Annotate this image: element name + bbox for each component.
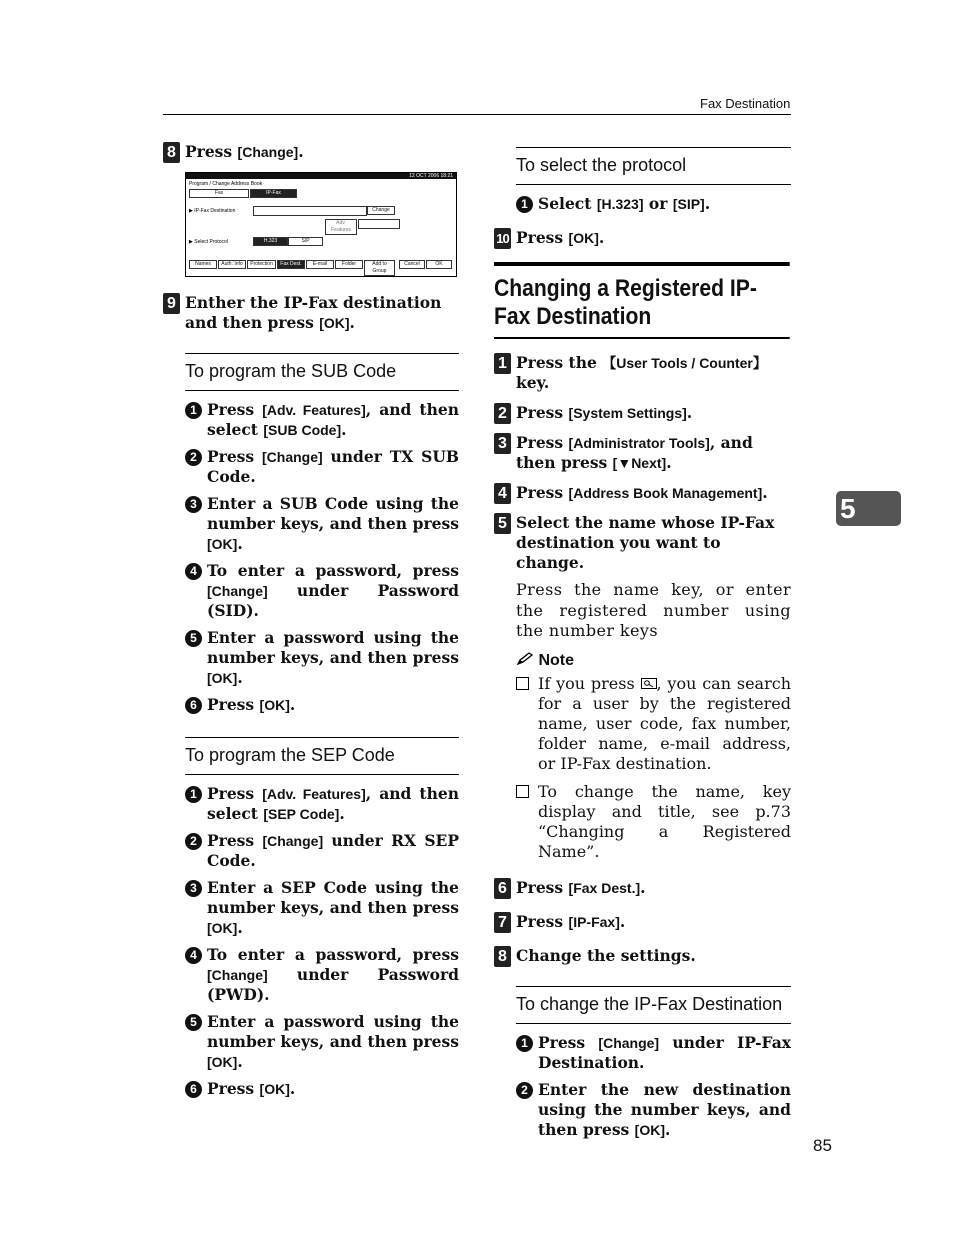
header-rule — [163, 114, 791, 115]
screen-label-protocol: ▶ Select Protocol — [189, 239, 228, 245]
pencil-icon — [516, 652, 538, 669]
item-number: 5 — [185, 1014, 202, 1031]
item-number: 3 — [185, 880, 202, 897]
sub-code-item-3: 3 Enter a SUB Code using the number keys, and then press [OK]. — [185, 494, 459, 554]
note-item-2: To change the name, key display and title, see p.73 “Changing a Registered Name”. — [516, 782, 791, 862]
running-header: Fax Destination — [700, 96, 791, 111]
step-number: 6 — [494, 878, 511, 899]
step-number: 8 — [494, 946, 511, 967]
screen-tab-fax[interactable]: Fax — [189, 189, 249, 198]
key-ok: [OK] — [319, 315, 350, 331]
item-number: 2 — [185, 833, 202, 850]
step-r1: 1 Press the 【User Tools / Counter】 key. — [494, 353, 791, 393]
item-number: 4 — [185, 947, 202, 964]
sub-code-item-5: 5 Enter a password using the number keys, and then press [OK]. — [185, 628, 459, 688]
step-number: 8 — [163, 142, 180, 163]
step-r2: 2 Press [System Settings]. — [494, 403, 791, 423]
control-panel-screen — [185, 172, 457, 277]
screen-tab-ipfax[interactable]: IP-Fax — [250, 189, 297, 198]
right-column — [494, 142, 791, 1147]
item-number: 6 — [185, 697, 202, 714]
screen-tab-faxdest[interactable]: Fax Dest. — [277, 260, 305, 269]
protocol-heading: To select the protocol — [516, 148, 791, 185]
screen-status-bar: 12 OCT 2006 18:21 — [186, 173, 456, 179]
change-destination-box — [516, 986, 791, 1140]
item-number: 5 — [185, 630, 202, 647]
screen-sip-button[interactable]: SIP — [288, 237, 323, 246]
step-number: 9 — [163, 293, 180, 314]
change-destination-item-2: 2 Enter the new destination using the number keys, and then press [OK]. — [516, 1080, 791, 1140]
sep-code-item-3: 3 Enter a SEP Code using the number keys, and then press [OK]. — [185, 878, 459, 938]
checkbox-bullet — [516, 785, 529, 798]
item-number: 1 — [185, 402, 202, 419]
step-r7: 7 Press [IP-Fax]. — [494, 912, 791, 932]
section-title: Changing a Registered IP-Fax Destination — [494, 262, 789, 339]
step-r4: 4 Press [Address Book Management]. — [494, 483, 791, 503]
sep-code-box — [185, 737, 459, 1099]
item-number: 1 — [516, 1035, 533, 1052]
step-number: 1 — [494, 353, 511, 374]
sep-code-item-1: 1 Press [Adv. Features], and then select [SEP Code]. — [185, 784, 459, 824]
screen-adv-field[interactable] — [358, 219, 400, 229]
sep-code-heading: To program the SEP Code — [185, 738, 459, 775]
screen-destination-field[interactable] — [253, 206, 367, 216]
key-change: [Change] — [237, 144, 299, 160]
protocol-item-1: 1 Select [H.323] or [SIP]. — [516, 194, 791, 214]
item-number: 6 — [185, 1081, 202, 1098]
screen-label-destination: ▶ IP-Fax Destination — [189, 208, 236, 214]
change-destination-item-1: 1 Press [Change] under IP-Fax Destination. — [516, 1033, 791, 1073]
protocol-box — [516, 147, 791, 214]
sub-code-item-1: 1 Press [Adv. Features], and then select [SUB Code]. — [185, 400, 459, 440]
note-item-1: If you press , you can search for a user by the registered name, user code, fax number, folder name, e-mail address, or IP-Fax destination. — [516, 674, 791, 774]
page-number: 85 — [813, 1136, 832, 1155]
screen-tab-names[interactable]: Names — [189, 260, 217, 269]
step-r5: 5 Select the name whose IP-Fax destination you want to change. — [494, 513, 791, 573]
screen-h323-button[interactable]: H.323 — [253, 237, 288, 246]
note-heading: Note — [516, 652, 791, 670]
change-destination-heading: To change the IP-Fax Destination — [516, 987, 791, 1024]
sep-code-item-4: 4 To enter a password, press [Change] under Password (PWD). — [185, 945, 459, 1005]
item-number: 3 — [185, 496, 202, 513]
step-number: 4 — [494, 483, 511, 504]
sep-code-item-2: 2 Press [Change] under RX SEP Code. — [185, 831, 459, 871]
step-8: 8 Press [Change]. — [163, 142, 459, 162]
screen-tab-protection[interactable]: Protection — [247, 260, 276, 269]
sub-code-box — [185, 353, 459, 715]
item-number: 2 — [185, 449, 202, 466]
item-number: 1 — [185, 786, 202, 803]
step-number: 10 — [494, 228, 511, 249]
item-number: 1 — [516, 196, 533, 213]
step-number: 2 — [494, 403, 511, 424]
step-number: 3 — [494, 433, 511, 454]
screen-tab-folder[interactable]: Folder — [335, 260, 363, 269]
left-column — [163, 142, 459, 1106]
step-9: 9 Enther the IP-Fax destination and then press [OK]. — [163, 293, 459, 333]
sub-code-heading: To program the SUB Code — [185, 354, 459, 391]
screen-tab-addgroup[interactable]: Add to Group — [364, 260, 395, 276]
sep-code-item-6: 6 Press [OK]. — [185, 1079, 459, 1099]
item-number: 4 — [185, 563, 202, 580]
sub-code-item-6: 6 Press [OK]. — [185, 695, 459, 715]
step-number: 5 — [494, 513, 511, 534]
screen-change-button[interactable]: Change — [367, 206, 395, 215]
step-5-description: Press the name key, or enter the registered number using the number keys — [516, 580, 791, 640]
step-r6: 6 Press [Fax Dest.]. — [494, 878, 791, 898]
step-number: 7 — [494, 912, 511, 933]
search-key-icon — [641, 674, 657, 693]
chapter-tab: 5 — [836, 491, 901, 526]
sep-code-item-5: 5 Enter a password using the number keys, and then press [OK]. — [185, 1012, 459, 1072]
screen-title: Program / Change Address Book — [189, 181, 263, 187]
screen-ok-button[interactable]: OK — [426, 260, 452, 269]
screen-cancel-button[interactable]: Cancel — [399, 260, 425, 269]
sub-code-item-4: 4 To enter a password, press [Change] under Password (SID). — [185, 561, 459, 621]
checkbox-bullet — [516, 677, 529, 690]
step-10: 10 Press [OK]. — [494, 228, 791, 248]
screen-tab-email[interactable]: E-mail — [306, 260, 334, 269]
screen-adv-features-button[interactable]: Adv. Features — [325, 219, 357, 235]
step-r3: 3 Press [Administrator Tools], and then press [▼Next]. — [494, 433, 791, 473]
item-number: 2 — [516, 1082, 533, 1099]
screen-tab-auth[interactable]: Auth. Info — [218, 260, 246, 269]
step-r8: 8 Change the settings. — [494, 946, 791, 966]
sub-code-item-2: 2 Press [Change] under TX SUB Code. — [185, 447, 459, 487]
